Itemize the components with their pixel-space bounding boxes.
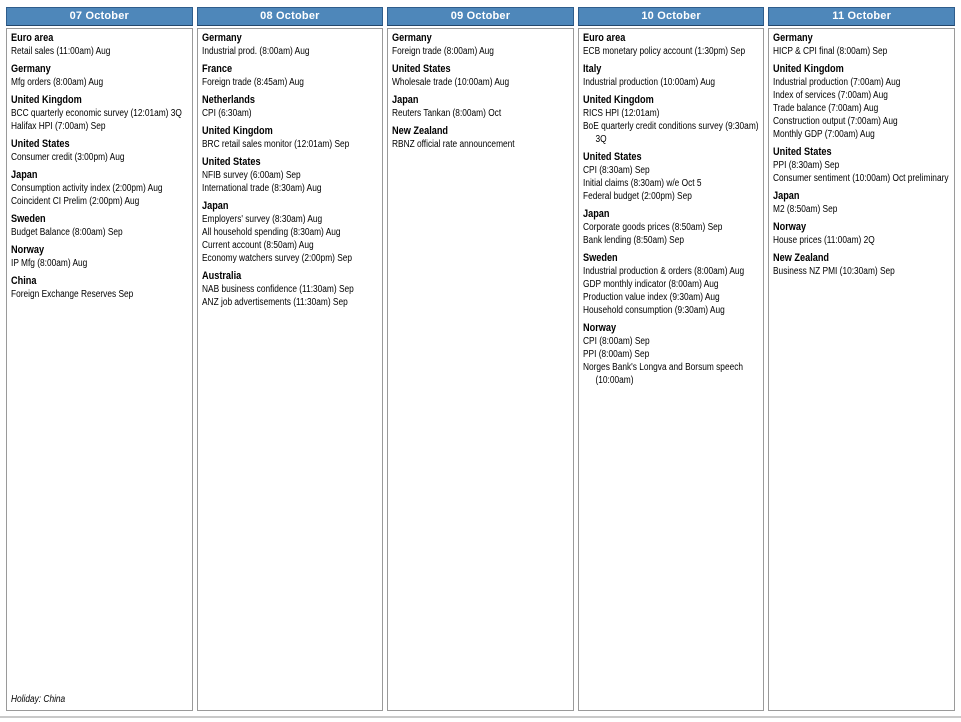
event-item: Construction output (7:00am) Aug <box>773 116 898 127</box>
country-section <box>583 94 762 146</box>
event-item: BRC retail sales monitor (12:01am) Sep <box>201 139 349 150</box>
country-section <box>773 252 952 278</box>
event-item: Consumer credit (3:00pm) Aug <box>11 152 125 163</box>
country-name: United States <box>11 138 70 150</box>
country-name: United States <box>773 146 832 158</box>
event-item: Coincident CI Prelim (2:00pm) Aug <box>11 196 140 207</box>
day-header-label: 10 October <box>578 7 765 26</box>
country-name: Norway <box>773 221 807 233</box>
event-item: Mfg orders (8:00am) Aug <box>11 77 104 88</box>
event-item: House prices (11:00am) 2Q <box>773 235 876 246</box>
event-item: Budget Balance (8:00am) Sep <box>11 227 123 238</box>
country-section <box>202 32 381 58</box>
event-item: Industrial prod. (8:00am) Aug <box>201 46 310 57</box>
holiday-note: Holiday: China <box>11 694 66 705</box>
country-name: Sweden <box>582 252 618 264</box>
country-name: Euro area <box>582 32 626 44</box>
event-item: M2 (8:50am) Sep <box>773 204 838 215</box>
day-column-content <box>773 31 952 708</box>
day-header-label: 07 October <box>6 7 193 26</box>
event-item: Industrial production (10:00am) Aug <box>582 77 715 88</box>
day-header-label: 08 October <box>197 7 384 26</box>
event-item: Norges Bank's Longva and Borsum speech (10:00am) <box>582 362 743 386</box>
day-column-content <box>583 31 762 708</box>
day-column-body <box>387 28 574 711</box>
day-column <box>197 7 384 711</box>
day-column-body <box>6 28 193 711</box>
country-name: New Zealand <box>392 125 449 137</box>
event-item: Index of services (7:00am) Aug <box>773 90 889 101</box>
country-name: Netherlands <box>201 94 255 106</box>
day-column <box>6 7 193 711</box>
country-section <box>392 63 571 89</box>
day-column-content <box>202 31 381 708</box>
country-section <box>773 190 952 216</box>
country-section <box>583 63 762 89</box>
country-section <box>773 63 952 141</box>
country-section <box>11 275 190 301</box>
country-name: United States <box>201 156 261 168</box>
event-item: Household consumption (9:30am) Aug <box>582 305 725 316</box>
event-item: All household spending (8:30am) Aug <box>201 227 341 238</box>
event-item: PPI (8:00am) Sep <box>582 349 650 360</box>
event-item: Reuters Tankan (8:00am) Oct <box>392 108 502 119</box>
country-name: Euro area <box>11 32 54 44</box>
country-section <box>392 125 571 151</box>
day-column-content <box>392 31 571 708</box>
event-item: Bank lending (8:50am) Sep <box>582 235 684 246</box>
day-column <box>387 7 574 711</box>
country-section <box>11 169 190 208</box>
event-item: Economy watchers survey (2:00pm) Sep <box>201 253 352 264</box>
table-bottom-rule <box>0 716 961 718</box>
country-section <box>583 208 762 247</box>
day-header-label: 09 October <box>387 7 574 26</box>
event-item: RBNZ official rate announcement <box>392 139 515 150</box>
country-name: Germany <box>11 63 51 75</box>
country-section <box>11 244 190 270</box>
country-name: Japan <box>773 190 800 202</box>
event-item: NFIB survey (6:00am) Sep <box>201 170 301 181</box>
country-section <box>202 63 381 89</box>
event-item: Business NZ PMI (10:30am) Sep <box>773 266 896 277</box>
country-name: Norway <box>582 322 616 334</box>
country-section <box>11 94 190 133</box>
country-section <box>11 138 190 164</box>
event-item: Monthly GDP (7:00am) Aug <box>773 129 876 140</box>
country-section <box>773 146 952 185</box>
country-section <box>202 156 381 195</box>
event-item: RICS HPI (12:01am) <box>582 108 660 119</box>
event-item: CPI (8:30am) Sep <box>582 165 650 176</box>
day-column-body <box>578 28 765 711</box>
event-item: Trade balance (7:00am) Aug <box>773 103 879 114</box>
country-name: United States <box>582 151 642 163</box>
country-section <box>583 32 762 58</box>
country-name: United States <box>392 63 451 75</box>
country-section <box>202 94 381 120</box>
event-item: Wholesale trade (10:00am) Aug <box>392 77 510 88</box>
day-column <box>768 7 955 711</box>
event-item: HICP & CPI final (8:00am) Sep <box>773 46 888 57</box>
event-item: Industrial production (7:00am) Aug <box>773 77 901 88</box>
event-item: PPI (8:30am) Sep <box>773 160 840 171</box>
country-name: New Zealand <box>773 252 830 264</box>
country-name: China <box>11 275 37 287</box>
country-section <box>583 252 762 317</box>
country-name: Germany <box>201 32 242 44</box>
day-column-body <box>197 28 384 711</box>
country-name: United Kingdom <box>582 94 654 106</box>
event-item: Industrial production & orders (8:00am) Aug <box>582 266 744 277</box>
event-item: GDP monthly indicator (8:00am) Aug <box>582 279 719 290</box>
day-header-label: 11 October <box>768 7 955 26</box>
country-section <box>202 200 381 265</box>
event-item: Current account (8:50am) Aug <box>201 240 314 251</box>
event-item: International trade (8:30am) Aug <box>201 183 322 194</box>
country-name: Japan <box>392 94 419 106</box>
country-section <box>583 151 762 203</box>
event-item: NAB business confidence (11:30am) Sep <box>201 284 354 295</box>
day-column <box>578 7 765 711</box>
country-name: Australia <box>201 270 241 282</box>
event-item: Federal budget (2:00pm) Sep <box>582 191 692 202</box>
event-item: Foreign trade (8:45am) Aug <box>201 77 304 88</box>
event-item: IP Mfg (8:00am) Aug <box>11 258 88 269</box>
event-item: CPI (8:00am) Sep <box>582 336 650 347</box>
event-item: Retail sales (11:00am) Aug <box>11 46 111 57</box>
day-column-content <box>11 31 190 708</box>
event-item: Consumption activity index (2:00pm) Aug <box>11 183 163 194</box>
event-item: Employers' survey (8:30am) Aug <box>201 214 322 225</box>
event-item: CPI (6:30am) <box>201 108 252 119</box>
country-name: Japan <box>582 208 610 220</box>
event-item: Foreign Exchange Reserves Sep <box>11 289 134 300</box>
event-item: Corporate goods prices (8:50am) Sep <box>582 222 723 233</box>
country-name: United Kingdom <box>11 94 82 106</box>
country-section <box>11 213 190 239</box>
country-name: Japan <box>11 169 38 181</box>
country-section <box>202 270 381 309</box>
country-name: United Kingdom <box>201 125 273 137</box>
country-section <box>392 32 571 58</box>
country-name: Norway <box>11 244 45 256</box>
country-section <box>773 221 952 247</box>
event-item: BoE quarterly credit conditions survey (9:30am) 3Q <box>582 121 759 145</box>
country-section <box>11 32 190 58</box>
country-section <box>583 322 762 387</box>
country-name: France <box>201 63 232 75</box>
country-section <box>773 32 952 58</box>
country-name: Germany <box>773 32 814 44</box>
event-item: Initial claims (8:30am) w/e Oct 5 <box>582 178 702 189</box>
event-item: BCC quarterly economic survey (12:01am) 3Q <box>11 108 182 119</box>
event-item: Production value index (9:30am) Aug <box>582 292 720 303</box>
event-item: Halifax HPI (7:00am) Sep <box>11 121 106 132</box>
country-section <box>392 94 571 120</box>
event-item: ECB monetary policy account (1:30pm) Sep <box>582 46 745 57</box>
economic-calendar-table <box>6 7 955 711</box>
country-name: Sweden <box>11 213 46 225</box>
country-section <box>202 125 381 151</box>
country-name: Italy <box>582 63 602 75</box>
country-name: Germany <box>392 32 432 44</box>
event-item: Foreign trade (8:00am) Aug <box>392 46 495 57</box>
country-name: Japan <box>201 200 229 212</box>
event-item: Consumer sentiment (10:00am) Oct preliminary <box>773 173 949 184</box>
day-column-body <box>768 28 955 711</box>
country-section <box>11 63 190 89</box>
country-name: United Kingdom <box>773 63 845 75</box>
event-item: ANZ job advertisements (11:30am) Sep <box>201 297 348 308</box>
